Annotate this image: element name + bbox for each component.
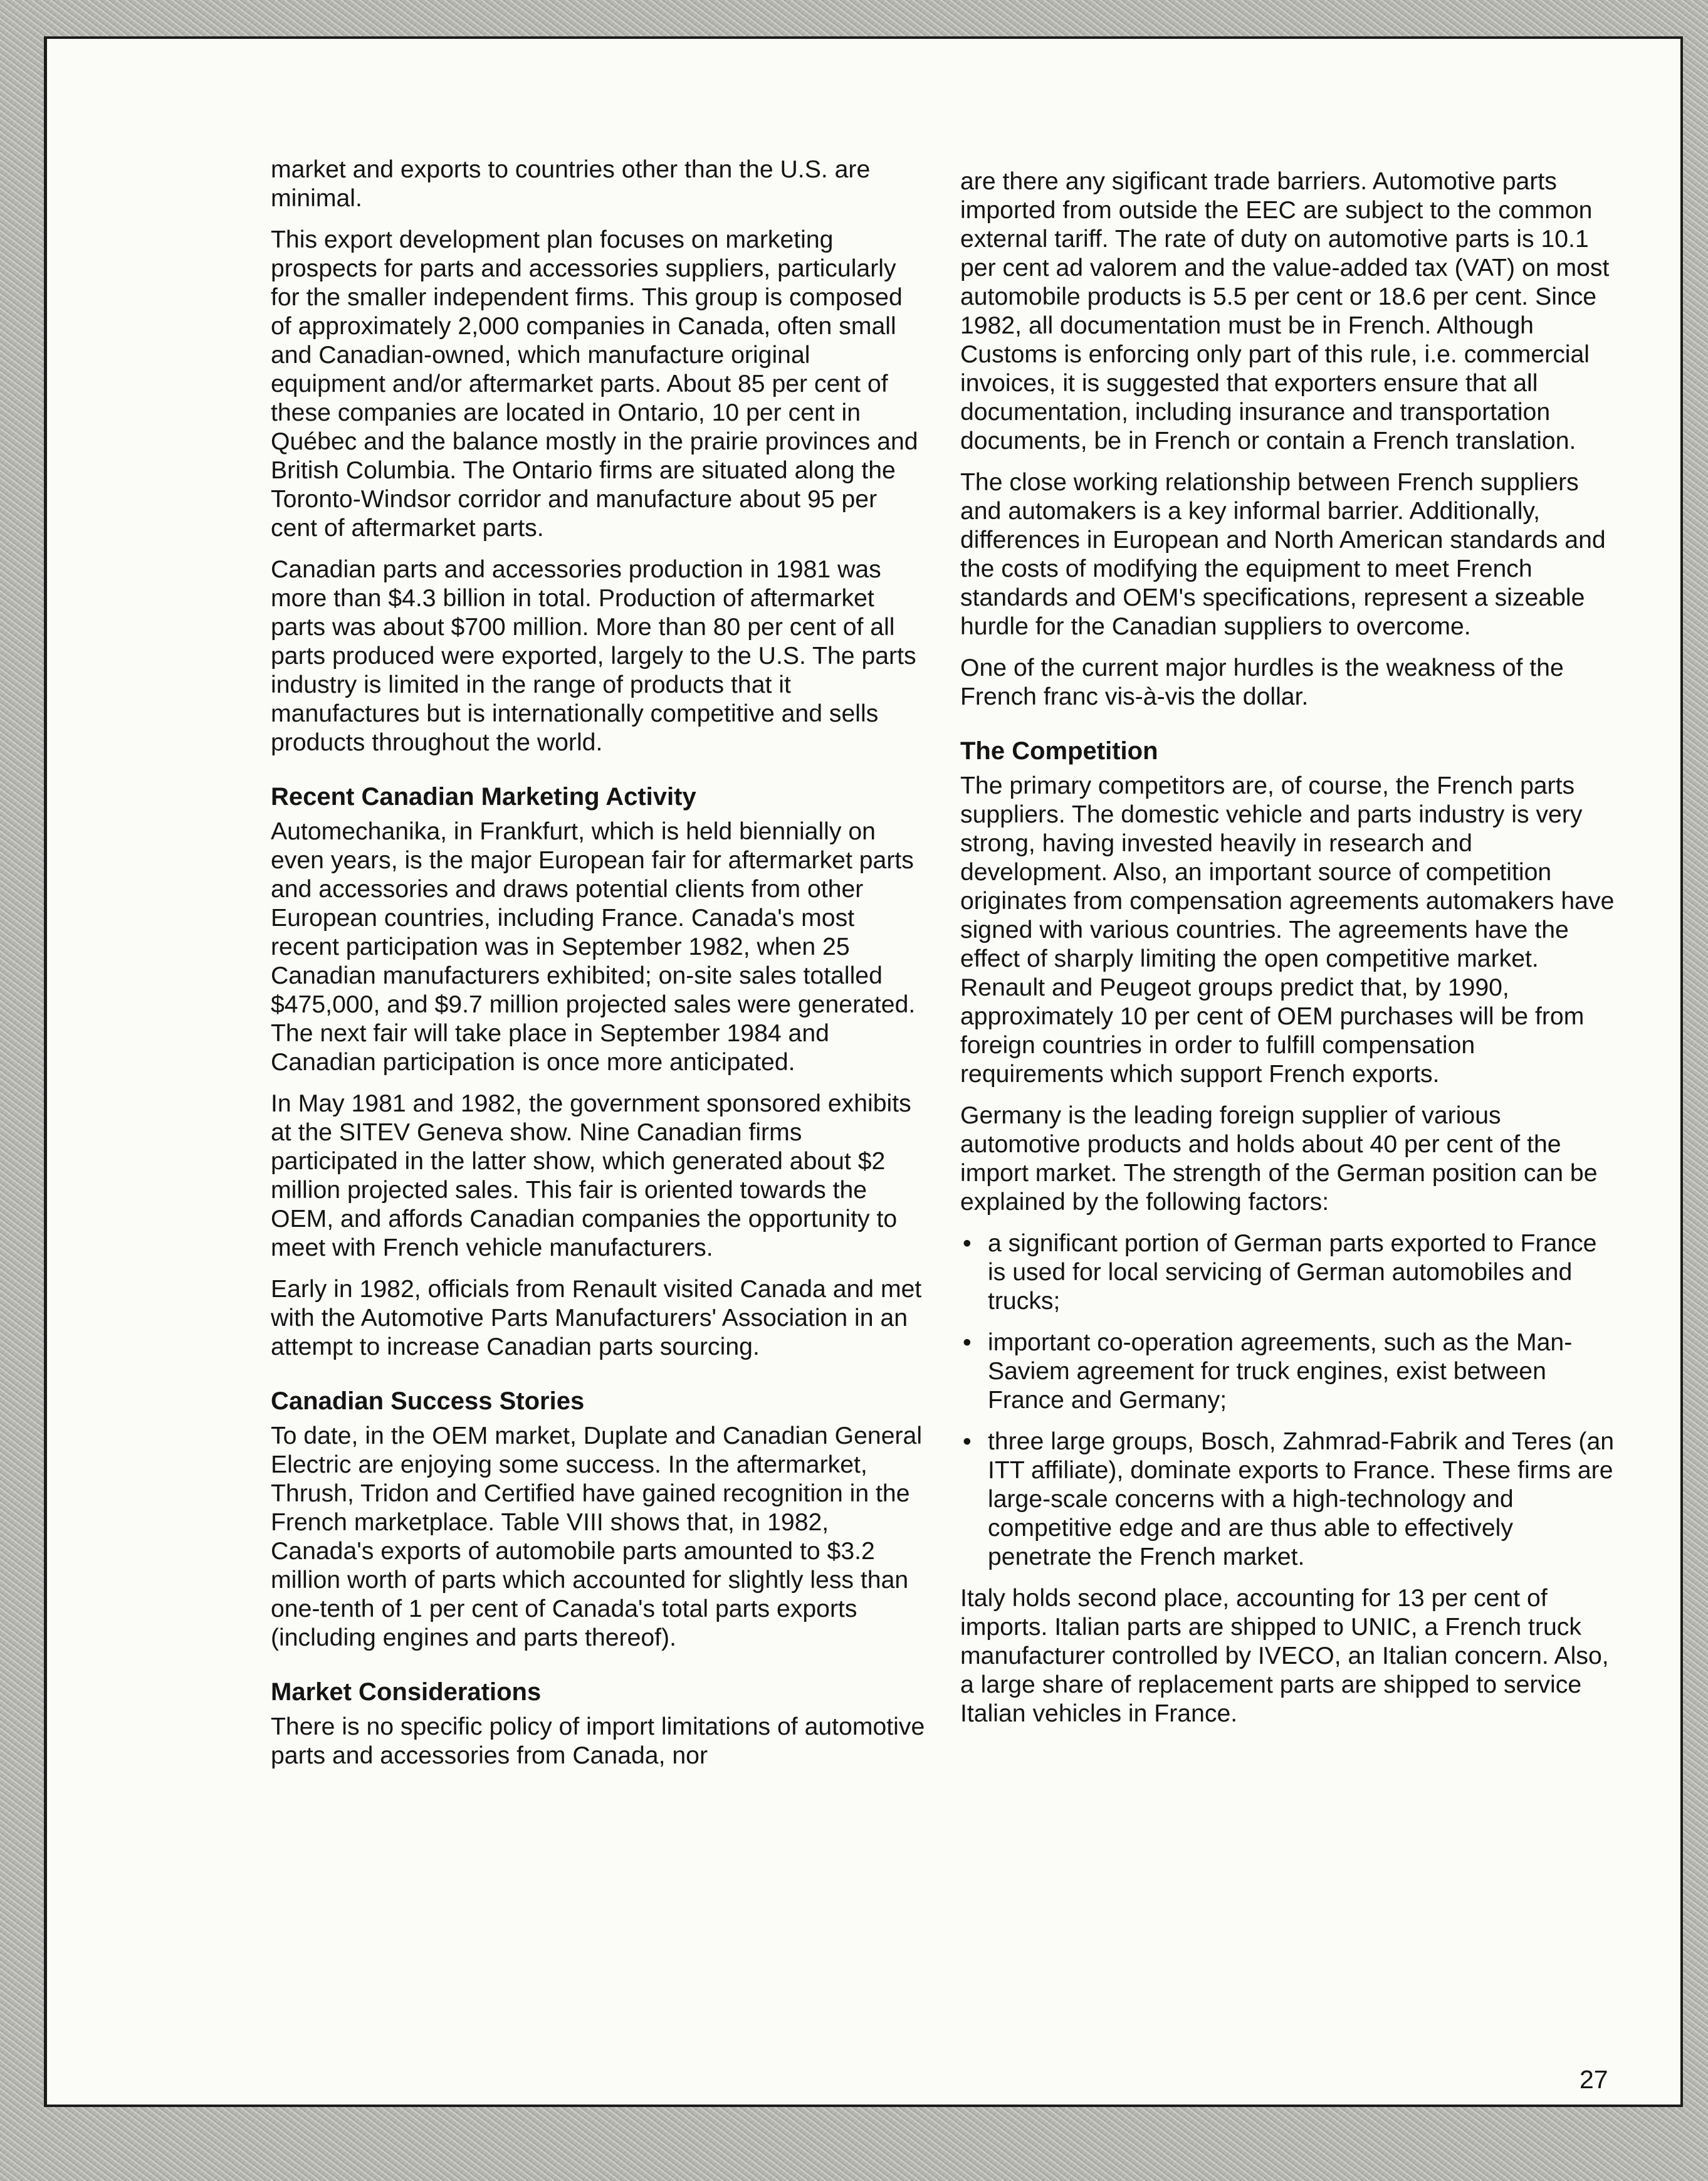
section-heading-market-considerations: Market Considerations [271, 1678, 542, 1706]
list-item-text: a significant portion of German parts exported to France is used for local servicing of German automobiles and trucks; [988, 1230, 1597, 1315]
paragraph: The close working relationship between French suppliers and automakers is a key informal barrier. Additionally, differences in European and North American standards and the costs of modifying the equipment to meet French standards and OEM's specifications, represent a sizeable hurdle for the Canadian suppliers to overcome. [960, 469, 1606, 640]
document-page [44, 36, 1683, 2107]
list-item [960, 1229, 1615, 1316]
right-column [960, 167, 1615, 1741]
list-item [960, 1427, 1615, 1572]
paragraph: In May 1981 and 1982, the government sponsored exhibits at the SITEV Geneva show. Nine Canadian firms participated in the latter show, which generated about $2 million projected sales. This fair is oriented towards the OEM, and affords Canadian companies the opportunity to meet with French vehicle manufacturers. [271, 1090, 911, 1261]
factor-list [960, 1229, 1615, 1572]
section-heading-competition: The Competition [960, 737, 1158, 765]
paragraph: market and exports to countries other than the U.S. are minimal. [271, 156, 871, 212]
list-item-text: three large groups, Bosch, Zahmrad-Fabrik and Teres (an ITT affiliate), dominate exports to France. These firms are large-scale concerns with a high-technology and competitive edge and are thus able to effectively penetrate the French market. [988, 1428, 1615, 1570]
bullet-icon: • [963, 1428, 972, 1455]
paragraph: are there any sigificant trade barriers. Automotive parts imported from outside the EEC are subject to the common external tariff. The rate of duty on automotive parts is 10.1 per cent ad valorem and the value-added tax (VAT) on most automobile products is 5.5 per cent or 18.6 per cent. Since 1982, all documentation must be in French. Although Customs is enforcing only part of this rule, i.e. commercial invoices, it is suggested that exporters ensure that all documentation, including insurance and transportation documents, be in French or contain a French translation. [960, 168, 1610, 455]
list-item-text: important co-operation agreements, such as the Man-Saviem agreement for truck engines, exist between France and Germany; [988, 1329, 1573, 1414]
paragraph: The primary competitors are, of course, the French parts suppliers. The domestic vehicle and parts industry is very strong, having invested heavily in research and development. Also, an important source of competition originates from compensation agreements automakers have signed with various countries. The agreements have the effect of sharply limiting the open competitive market. Renault and Peugeot groups predict that, by 1990, approximately 10 per cent of OEM purchases will be from foreign countries in order to fulfill compensation requirements which support French exports. [960, 772, 1615, 1088]
paragraph: There is no specific policy of import limitations of automotive parts and accessories from Canada, nor [271, 1713, 925, 1769]
page-number: 27 [1580, 2065, 1608, 2094]
paragraph: Early in 1982, officials from Renault visited Canada and met with the Automotive Parts Manufacturers' Association in an attempt to increase Canadian parts sourcing. [271, 1276, 922, 1360]
left-column [271, 156, 929, 1783]
paragraph: Germany is the leading foreign supplier of various automotive products and holds about 40 per cent of the import market. The strength of the German position can be explained by the following factors: [960, 1102, 1598, 1216]
paragraph: To date, in the OEM market, Duplate and Canadian General Electric are enjoying some success. In the aftermarket, Thrush, Tridon and Certified have gained recognition in the French marketplace. Table VIII shows that, in 1982, Canada's exports of automobile parts amounted to $3.2 million worth of parts which accounted for slightly less than one-tenth of 1 per cent of Canada's total parts exports (including engines and parts thereof). [271, 1422, 923, 1651]
bullet-icon: • [963, 1329, 972, 1356]
list-item [960, 1328, 1615, 1415]
section-heading-recent-activity: Recent Canadian Marketing Activity [271, 783, 696, 811]
bullet-icon: • [963, 1230, 972, 1257]
paragraph: Italy holds second place, accounting for 13 per cent of imports. Italian parts are shipped to UNIC, a French truck manufacturer controlled by IVECO, an Italian concern. Also, a large share of replacement parts are shipped to service Italian vehicles in France. [960, 1585, 1609, 1727]
paragraph: This export development plan focuses on marketing prospects for parts and accessories suppliers, particularly for the smaller independent firms. This group is composed of approximately 2,000 companies in Canada, often small and Canadian-owned, which manufacture original equipment and/or aftermarket parts. About 85 per cent of these companies are located in Ontario, 10 per cent in Québec and the balance mostly in the prairie provinces and British Columbia. The Ontario firms are situated along the Toronto-Windsor corridor and manufacture about 95 per cent of aftermarket parts. [271, 226, 918, 542]
paragraph: Automechanika, in Frankfurt, which is held biennially on even years, is the major European fair for aftermarket parts and accessories and draws potential clients from other European countries, including France. Canada's most recent participation was in September 1982, when 25 Canadian manufacturers exhibited; on-site sales totalled $475,000, and $9.7 million projected sales were generated. The next fair will take place in September 1984 and Canadian participation is once more anticipated. [271, 818, 916, 1076]
section-heading-success-stories: Canadian Success Stories [271, 1387, 585, 1415]
paragraph: One of the current major hurdles is the weakness of the French franc vis-à-vis the dollar. [960, 654, 1564, 710]
paragraph: Canadian parts and accessories production in 1981 was more than $4.3 billion in total. Production of aftermarket parts was about $700 million. More than 80 per cent of all parts produced were exported, largely to the U.S. The parts industry is limited in the range of products that it manufactures but is internationally competitive and sells products throughout the world. [271, 556, 916, 756]
